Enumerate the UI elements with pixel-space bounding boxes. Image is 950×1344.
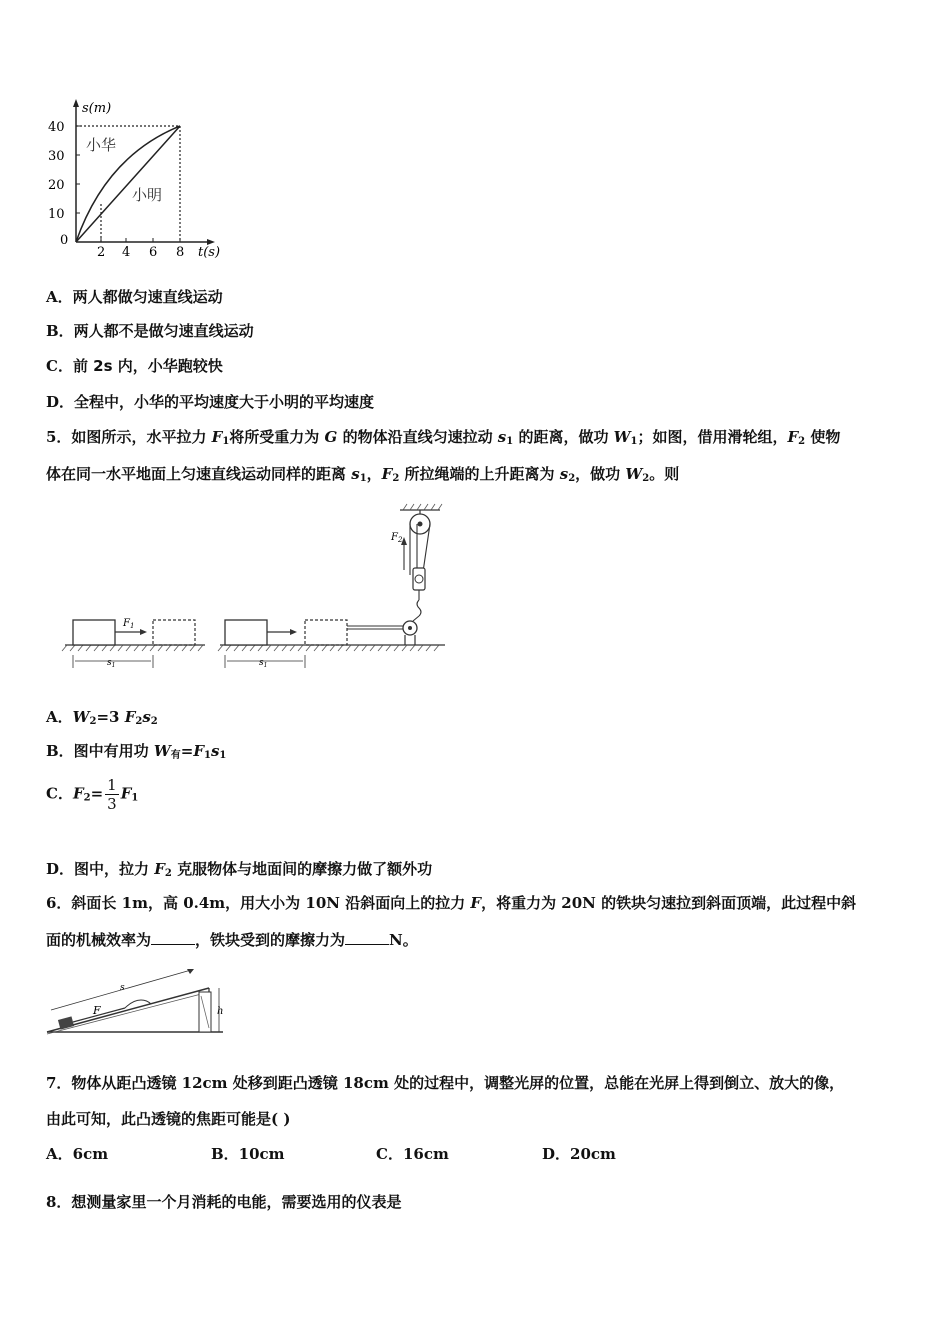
q4-option-b: B．两人都不是做匀速直线运动	[46, 322, 254, 340]
q6-incline-figure	[45, 962, 235, 1042]
q5-stem-line2: 体在同一水平地面上匀速直线运动同样的距离 $s_1$，$F_2$ 所拉绳端的上升距离为 $s_2$，做功 $W_2$。则	[46, 465, 680, 484]
q5-option-d: D．图中，拉力 $F_2$ 克服物体与地面间的摩擦力做了额外功	[46, 860, 433, 879]
x-axis-label: t(s)	[198, 245, 221, 260]
y-tick-0: 0	[60, 233, 69, 248]
block-1-final	[153, 620, 195, 645]
block-2	[225, 620, 267, 645]
x-tick-8: 8	[176, 245, 185, 260]
block-2-final	[305, 620, 347, 645]
fig-f-label: F	[93, 1004, 101, 1017]
fig-s-label: s	[120, 983, 125, 993]
q6-stem-line2: 面的机械效率为 ，铁块受到的摩擦力为 N。	[46, 931, 418, 949]
fig-h-label: h	[217, 1006, 224, 1017]
blank-efficiency[interactable]	[151, 932, 195, 945]
x-tick-2: 2	[97, 245, 106, 260]
y-tick-10: 10	[48, 207, 65, 222]
fig-f2-label: $F_2$	[391, 532, 403, 544]
blank-friction[interactable]	[345, 932, 389, 945]
fig-f1-label: $F_1$	[123, 618, 135, 630]
q5-option-c: C．$F_2=$ $\frac{1}{3}$ $F_1$	[46, 776, 139, 813]
y-tick-20: 20	[48, 178, 65, 193]
x-tick-6: 6	[149, 245, 158, 260]
q4-option-d: D．全程中，小华的平均速度大于小明的平均速度	[46, 393, 375, 411]
q7-option-b: B．10cm	[211, 1145, 285, 1163]
label-xiaohua: 小华	[86, 136, 117, 154]
block-1	[73, 620, 115, 645]
q5-option-b: B．图中有用功 $W_有=F_1s_1$	[46, 742, 227, 761]
distance-time-graph	[40, 96, 240, 261]
y-axis-label: s(m)	[82, 101, 112, 116]
q5-stem-line1: 5．如图所示，水平拉力 $F_1$将所受重力为 G 的物体沿直线匀速拉动 $s_1$ 的距离，做功 $W_1$；如图，借用滑轮组，$F_2$ 使物	[46, 428, 841, 447]
label-xiaoming: 小明	[132, 186, 163, 204]
q7-option-c: C．16cm	[376, 1145, 449, 1163]
fraction-one-third: $\frac{1}{3}$	[107, 776, 117, 813]
y-tick-30: 30	[48, 149, 65, 164]
q4-option-c: C．前 2s 内，小华跑较快	[46, 357, 223, 375]
y-tick-40: 40	[48, 120, 65, 135]
q5-pulley-figure	[55, 500, 455, 675]
q7-stem-line1: 7．物体从距凸透镜 12cm 处移到距凸透镜 18cm 处的过程中，调整光屏的位置，总能在光屏上得到倒立、放大的像，	[46, 1074, 845, 1092]
fig-s1-label-1: $s_1$	[107, 658, 116, 669]
q7-stem-line2: 由此可知，此凸透镜的焦距可能是( )	[46, 1110, 291, 1128]
q6-stem-line1: 6．斜面长 1m，高 0.4m，用大小为 10N 沿斜面向上的拉力 F，将重力为 20N 的铁块匀速拉到斜面顶端，此过程中斜	[46, 894, 857, 912]
q7-option-a: A．6cm	[46, 1145, 109, 1163]
q7-option-d: D．20cm	[542, 1145, 616, 1163]
q5-option-a: A．$W_2=3$ $F_2s_2$	[46, 708, 158, 727]
fig-s1-label-2: $s_1$	[259, 658, 268, 669]
q8-stem-line1: 8．想测量家里一个月消耗的电能，需要选用的仪表是	[46, 1193, 402, 1211]
x-tick-4: 4	[122, 245, 131, 260]
q4-option-a: A．两人都做匀速直线运动	[46, 288, 223, 306]
